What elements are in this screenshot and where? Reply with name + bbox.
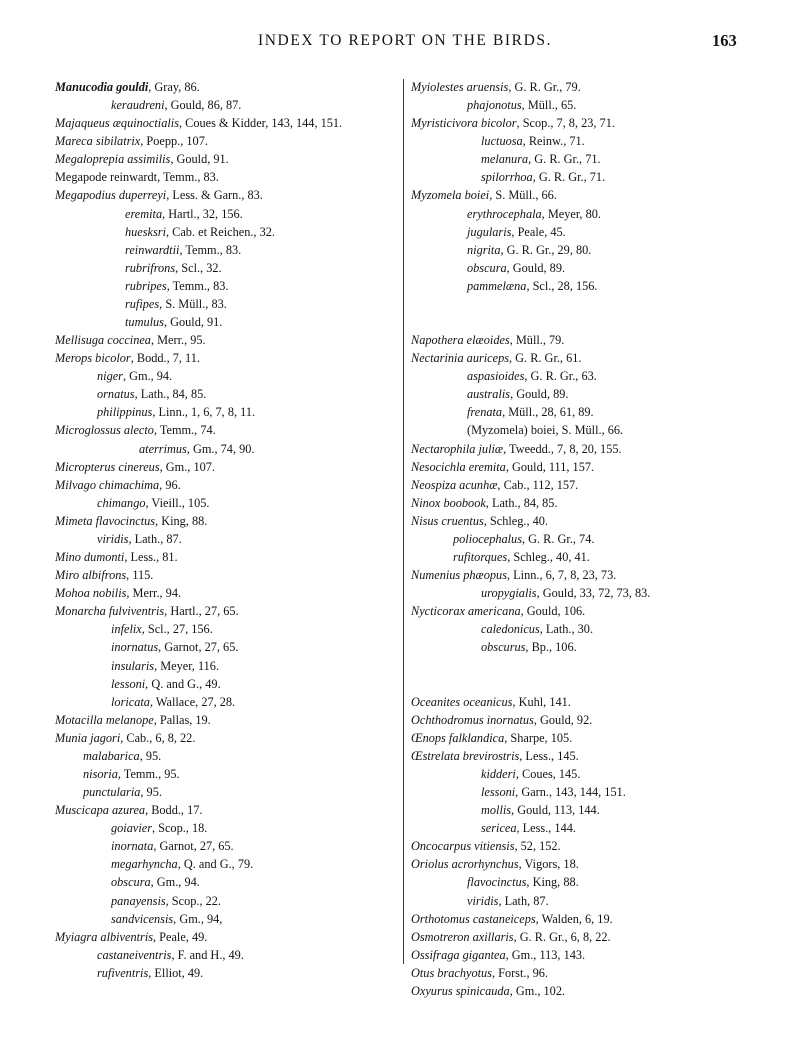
index-entry	[411, 349, 771, 367]
index-entry	[411, 259, 771, 277]
authority-and-pages: , Meyer, 80.	[541, 206, 601, 221]
authority-and-pages: , G. R. Gr., 63.	[524, 369, 597, 384]
page-number: 163	[712, 31, 737, 50]
authority-and-pages: , 52, 152.	[514, 839, 561, 854]
species-name: caledonicus	[481, 622, 540, 637]
species-name: Ochthodromus inornatus	[411, 712, 534, 727]
index-entry	[411, 819, 771, 837]
authority-and-pages: , Sharpe, 105.	[504, 730, 573, 745]
index-entry	[411, 476, 771, 494]
index-entry	[55, 584, 400, 602]
authority-and-pages: , Peale, 45.	[511, 224, 566, 239]
index-entry	[411, 892, 771, 910]
index-entry	[55, 114, 400, 132]
species-name: huesksri	[125, 224, 166, 239]
index-entry	[411, 331, 771, 349]
authority-and-pages: , Less. & Garn., 83.	[166, 188, 263, 203]
species-name: Oncocarpus vitiensis	[411, 839, 515, 854]
species-name: Myzomela boiei	[411, 188, 490, 203]
authority-and-pages: , Gm., 113, 143.	[505, 947, 586, 962]
species-name: inornata	[111, 839, 154, 854]
authority-and-pages: , Gould, 106.	[520, 604, 586, 619]
species-name: nisoria	[83, 766, 118, 781]
species-name: infelix	[111, 622, 142, 637]
authority-and-pages: , Müll., 28, 61, 89.	[502, 405, 594, 420]
index-entry	[55, 548, 400, 566]
species-name: Megapodius duperreyi	[55, 188, 167, 203]
index-entry	[411, 801, 771, 819]
index-entry	[55, 259, 400, 277]
index-column-left	[55, 78, 400, 982]
species-name: loricata	[111, 694, 150, 709]
species-name: rufiventris	[97, 965, 149, 980]
index-entry	[55, 855, 400, 873]
index-entry	[411, 132, 771, 150]
species-name: Nisus cruentus	[411, 513, 484, 528]
authority-and-pages: , Merr., 94.	[126, 586, 182, 601]
species-name: rubrifrons	[125, 260, 176, 275]
species-name: inornatus	[111, 640, 159, 655]
index-entry	[55, 530, 400, 548]
index-entry	[55, 96, 400, 114]
authority-and-pages: , Temm., 83.	[166, 278, 229, 293]
index-entry	[55, 602, 400, 620]
species-name: niger	[97, 369, 123, 384]
index-entry	[55, 132, 400, 150]
authority-and-pages: (Myzomela) boiei, S. Müll., 66.	[467, 423, 624, 438]
index-entry	[55, 458, 400, 476]
index-entry	[411, 277, 771, 331]
species-name: Nycticorax americana	[411, 604, 521, 619]
index-entry	[411, 783, 771, 801]
index-entry	[55, 385, 400, 403]
index-entry	[55, 313, 400, 331]
authority-and-pages: , Poepp., 107.	[140, 134, 208, 149]
authority-and-pages: , Meyer, 116.	[154, 658, 220, 673]
authority-and-pages: , Gray, 86.	[148, 80, 200, 94]
authority-and-pages: , Less., 145.	[519, 748, 579, 763]
species-name: frenata	[467, 405, 503, 420]
index-entry	[55, 675, 400, 693]
index-entry	[55, 476, 400, 494]
authority-and-pages: , Gould, 113, 144.	[511, 803, 600, 818]
species-name: flavocinctus	[467, 875, 527, 890]
species-name: Mellisuga coccinea	[55, 333, 151, 348]
species-name: Œstrelata brevirostris	[411, 748, 520, 763]
species-name: sandvicensis	[111, 911, 174, 926]
authority-and-pages: , Less., 81.	[124, 550, 178, 565]
index-entry	[411, 855, 771, 873]
index-entry	[55, 150, 400, 168]
species-name: keraudreni	[111, 98, 165, 113]
index-entry	[411, 458, 771, 476]
authority-and-pages: , S. Müll., 66.	[489, 188, 557, 203]
species-name: Megaloprepia assimilis	[55, 152, 171, 167]
species-name: erythrocephala	[467, 206, 542, 221]
species-name: uropygialis	[481, 586, 537, 601]
species-name: pammelæna	[467, 278, 527, 293]
index-entry	[55, 747, 400, 765]
species-name: kidderi	[481, 766, 516, 781]
index-entry	[411, 78, 771, 96]
species-name: Myiolestes aruensis	[411, 80, 509, 94]
species-name: Muscicapa azurea	[55, 803, 146, 818]
authority-and-pages: , Bodd., 7, 11.	[130, 351, 200, 366]
species-name: Mimeta flavocinctus	[55, 513, 156, 528]
authority-and-pages: , Linn., 1, 6, 7, 8, 11.	[152, 405, 256, 420]
species-name: Motacilla melanope	[55, 712, 154, 727]
authority-and-pages: , Müll., 79.	[509, 333, 565, 348]
index-entry	[411, 946, 771, 964]
index-entry	[55, 928, 400, 946]
authority-and-pages: , Cab., 6, 8, 22.	[120, 730, 196, 745]
authority-and-pages: , Bodd., 17.	[145, 803, 203, 818]
species-name: Myiagra albiventris	[55, 929, 154, 944]
index-entry	[55, 638, 400, 656]
index-entry	[55, 819, 400, 837]
authority-and-pages: , Gould, 33, 72, 73, 83.	[536, 586, 651, 601]
index-entry	[411, 530, 771, 548]
index-entry	[55, 78, 400, 96]
authority-and-pages: , Linn., 6, 7, 8, 23, 73.	[507, 568, 617, 583]
authority-and-pages: , Lath., 30.	[539, 622, 594, 637]
index-entry	[411, 711, 771, 729]
authority-and-pages: , Vieill., 105.	[145, 495, 210, 510]
index-entry	[411, 205, 771, 223]
index-entry	[411, 837, 771, 855]
index-entry	[55, 494, 400, 512]
index-entry	[411, 150, 771, 168]
species-name: Nectarinia auriceps	[411, 351, 510, 366]
authority-and-pages: , Reinw., 71.	[522, 134, 585, 149]
index-entry	[55, 512, 400, 530]
index-entry	[411, 403, 771, 421]
authority-and-pages: , S. Müll., 83.	[159, 296, 227, 311]
authority-and-pages: , Q. and G., 49.	[145, 676, 221, 691]
authority-and-pages: , Müll., 65.	[521, 98, 577, 113]
index-entry	[55, 783, 400, 801]
authority-and-pages: , Scl., 32.	[175, 260, 222, 275]
species-name: castaneiventris	[97, 947, 172, 962]
authority-and-pages: , Lath., 84, 85.	[485, 495, 558, 510]
authority-and-pages: , Lath, 87.	[498, 893, 549, 908]
species-name: Majaqueus æquinoctialis	[55, 116, 179, 131]
index-entry	[55, 223, 400, 241]
authority-and-pages: , King, 88.	[155, 513, 208, 528]
species-name: lessoni	[481, 785, 516, 800]
species-name: eremita	[125, 206, 163, 221]
index-entry	[55, 205, 400, 223]
species-name: obscurus	[481, 640, 526, 655]
species-name: Ninox boobook	[411, 495, 486, 510]
authority-and-pages: , Bp., 106.	[525, 640, 577, 655]
index-entry	[411, 620, 771, 638]
authority-and-pages: , G. R. Gr., 74.	[522, 531, 595, 546]
species-name: Nectarophila juliæ	[411, 441, 504, 456]
species-name: insularis	[111, 658, 155, 673]
index-entry	[411, 729, 771, 747]
authority-and-pages: Megapode reinwardt, Temm., 83.	[55, 170, 219, 185]
index-entry	[55, 910, 400, 928]
species-name: Napothera elæoides	[411, 333, 510, 348]
species-name: tumulus	[125, 315, 164, 330]
index-entry	[411, 747, 771, 765]
species-name: lessoni	[111, 676, 146, 691]
species-name: spilorrhoa	[481, 170, 533, 185]
authority-and-pages: , 95.	[140, 785, 162, 800]
index-entry	[55, 403, 400, 421]
authority-and-pages: , Scop., 18.	[151, 821, 208, 836]
species-name: Oceanites oceanicus	[411, 694, 513, 709]
index-entry	[55, 349, 400, 367]
authority-and-pages: , G. R. Gr., 29, 80.	[500, 242, 592, 257]
index-entry	[55, 801, 400, 819]
species-name: Oriolus acrorhynchus	[411, 857, 519, 872]
authority-and-pages: , Gould, 89.	[510, 387, 569, 402]
authority-and-pages: , G. R. Gr., 6, 8, 22.	[513, 929, 611, 944]
authority-and-pages: , G. R. Gr., 79.	[508, 80, 581, 94]
index-entry	[55, 837, 400, 855]
authority-and-pages: , Schleg., 40, 41.	[507, 550, 590, 565]
species-name: obscura	[111, 875, 151, 890]
species-name: chimango	[97, 495, 146, 510]
authority-and-pages: , Gm., 74, 90.	[186, 441, 255, 456]
index-entry	[411, 910, 771, 928]
index-entry	[55, 873, 400, 891]
species-name: aterrimus	[139, 441, 187, 456]
index-entry	[411, 367, 771, 385]
species-name: sericea	[481, 821, 517, 836]
authority-and-pages: , Gm., 94.	[122, 369, 173, 384]
species-name: Merops bicolor	[55, 351, 131, 366]
index-entry	[411, 602, 771, 620]
authority-and-pages: , Hartl., 32, 156.	[162, 206, 243, 221]
index-entry	[411, 96, 771, 114]
authority-and-pages: , Less., 144.	[516, 821, 576, 836]
species-name: Ossifraga gigantea	[411, 947, 506, 962]
authority-and-pages: , Garnot, 27, 65.	[158, 640, 239, 655]
species-name: punctularia	[83, 785, 141, 800]
index-entry	[411, 548, 771, 566]
species-name: panayensis	[111, 893, 166, 908]
species-name: rufipes	[125, 296, 160, 311]
index-entry	[55, 693, 400, 711]
index-entry	[411, 512, 771, 530]
authority-and-pages: , Forst., 96.	[491, 965, 548, 980]
index-entry	[55, 946, 400, 964]
species-name: Nesocichla eremita	[411, 459, 506, 474]
authority-and-pages: , Gould, 91.	[163, 315, 223, 330]
index-entry	[55, 620, 400, 638]
index-entry	[55, 168, 400, 186]
page-header	[0, 32, 800, 54]
authority-and-pages: , Hartl., 27, 65.	[164, 604, 239, 619]
index-entry	[411, 982, 771, 1000]
index-entry	[411, 223, 771, 241]
authority-and-pages: , Scop., 22.	[165, 893, 221, 908]
species-name: phajonotus	[467, 98, 522, 113]
authority-and-pages: , Elliot, 49.	[148, 965, 204, 980]
authority-and-pages: , Gm., 107.	[159, 459, 215, 474]
species-name: philippinus	[97, 405, 153, 420]
authority-and-pages: , 115.	[126, 568, 154, 583]
species-name: Munia jagori	[55, 730, 121, 745]
index-entry	[55, 566, 400, 584]
authority-and-pages: , Coues & Kidder, 143, 144, 151.	[179, 116, 343, 131]
authority-and-pages: , Garn., 143, 144, 151.	[515, 785, 626, 800]
index-entry	[55, 657, 400, 675]
index-entry	[55, 440, 400, 458]
authority-and-pages: , 96.	[159, 477, 181, 492]
index-entry	[55, 421, 400, 439]
index-entry	[55, 277, 400, 295]
index-entry	[411, 638, 771, 692]
species-name: aspasioides	[467, 369, 525, 384]
authority-and-pages: , Merr., 95.	[150, 333, 206, 348]
index-entry	[55, 964, 400, 982]
species-name: rubripes	[125, 278, 167, 293]
species-name: poliocephalus	[453, 531, 522, 546]
authority-and-pages: , 95.	[139, 748, 162, 763]
authority-and-pages: , Q. and G., 79.	[177, 857, 254, 872]
authority-and-pages: , Temm., 83.	[179, 242, 242, 257]
index-entry	[55, 186, 400, 204]
authority-and-pages: , G. R. Gr., 71.	[528, 152, 601, 167]
index-entry	[411, 928, 771, 946]
authority-and-pages: , Coues, 145.	[515, 766, 581, 781]
authority-and-pages: , Wallace, 27, 28.	[149, 694, 236, 709]
species-name: viridis	[467, 893, 499, 908]
column-divider	[403, 79, 404, 964]
species-name: Myristicivora bicolor	[411, 116, 517, 131]
species-name: Oxyurus spinicauda	[411, 983, 510, 998]
index-entry	[411, 385, 771, 403]
species-name: Monarcha fulviventris	[55, 604, 165, 619]
running-title: INDEX TO REPORT ON THE BIRDS.	[258, 32, 553, 49]
index-entry	[411, 494, 771, 512]
species-name: Otus brachyotus	[411, 965, 492, 980]
species-name: Osmotreron axillaris	[411, 929, 514, 944]
species-name: Numenius phæopus	[411, 568, 507, 583]
authority-and-pages: , Gm., 94,	[173, 911, 223, 926]
index-entry	[411, 584, 771, 602]
authority-and-pages: , Cab., 112, 157.	[497, 477, 579, 492]
index-column-right	[411, 78, 771, 1000]
species-name: Manucodia gouldi	[55, 80, 149, 94]
species-name: jugularis	[467, 224, 512, 239]
index-entry	[55, 295, 400, 313]
index-entry	[411, 693, 771, 711]
authority-and-pages: , Tweedd., 7, 8, 20, 155.	[503, 441, 622, 456]
authority-and-pages: , Temm., 95.	[117, 766, 180, 781]
index-entry	[411, 421, 771, 439]
species-name: reinwardtii	[125, 242, 180, 257]
authority-and-pages: , Gould, 91.	[170, 152, 229, 167]
species-name: australis	[467, 387, 511, 402]
index-entry	[411, 114, 771, 132]
species-name: malabarica	[83, 748, 140, 763]
species-name: Milvago chimachima	[55, 477, 160, 492]
authority-and-pages: , Gm., 102.	[509, 983, 566, 998]
species-name: megarhyncha	[111, 857, 178, 872]
index-entry	[55, 367, 400, 385]
index-entry	[55, 892, 400, 910]
species-name: goiavier	[111, 821, 152, 836]
authority-and-pages: , Scl., 27, 156.	[141, 622, 213, 637]
authority-and-pages: , Peale, 49.	[153, 929, 208, 944]
species-name: rufitorques	[453, 550, 508, 565]
authority-and-pages: , F. and H., 49.	[171, 947, 244, 962]
species-name: mollis	[481, 803, 512, 818]
authority-and-pages: , Gould, 86, 87.	[164, 98, 242, 113]
species-name: Mohoa nobilis	[55, 586, 127, 601]
index-entry	[411, 566, 771, 584]
species-name: nigrita	[467, 242, 501, 257]
authority-and-pages: , Gould, 111, 157.	[505, 459, 595, 474]
authority-and-pages: , G. R. Gr., 71.	[532, 170, 606, 185]
species-name: Micropterus cinereus	[55, 459, 160, 474]
species-name: ornatus	[97, 387, 135, 402]
species-name: Œnops falklandica	[411, 730, 505, 745]
index-entry	[411, 440, 771, 458]
index-entry	[411, 241, 771, 259]
authority-and-pages: , Schleg., 40.	[483, 513, 548, 528]
index-entry	[411, 765, 771, 783]
authority-and-pages: , Garnot, 27, 65.	[153, 839, 234, 854]
authority-and-pages: , Gm., 94.	[150, 875, 200, 890]
species-name: Mareca sibilatrix	[55, 134, 141, 149]
index-entry	[411, 186, 771, 204]
authority-and-pages: , Pallas, 19.	[153, 712, 211, 727]
authority-and-pages: , Lath., 84, 85.	[134, 387, 207, 402]
authority-and-pages: , Vigors, 18.	[518, 857, 579, 872]
index-entry	[55, 711, 400, 729]
species-name: obscura	[467, 260, 507, 275]
authority-and-pages: , King, 88.	[526, 875, 579, 890]
authority-and-pages: , Walden, 6, 19.	[535, 911, 613, 926]
species-name: melanura	[481, 152, 529, 167]
authority-and-pages: , Lath., 87.	[128, 531, 182, 546]
index-entry	[411, 873, 771, 891]
index-entry	[55, 241, 400, 259]
index-entry	[55, 729, 400, 747]
species-name: viridis	[97, 531, 129, 546]
species-name: Microglossus alecto	[55, 423, 154, 438]
authority-and-pages: , Gould, 92.	[533, 712, 593, 727]
authority-and-pages: , Scop., 7, 8, 23, 71.	[516, 116, 615, 131]
authority-and-pages: , Gould, 89.	[506, 260, 566, 275]
authority-and-pages: , Kuhl, 141.	[512, 694, 571, 709]
index-entry	[411, 964, 771, 982]
species-name: Mino dumonti	[55, 550, 125, 565]
species-name: Neospiza acunhæ	[411, 477, 498, 492]
authority-and-pages: , G. R. Gr., 61.	[509, 351, 582, 366]
authority-and-pages: , Scl., 28, 156.	[526, 278, 598, 293]
index-entry	[55, 331, 400, 349]
authority-and-pages: , Temm., 74.	[153, 423, 216, 438]
authority-and-pages: , Cab. et Reichen., 32.	[166, 224, 275, 239]
species-name: luctuosa	[481, 134, 523, 149]
species-name: Miro albifrons	[55, 568, 127, 583]
species-name: Orthotomus castaneiceps	[411, 911, 536, 926]
index-entry	[55, 765, 400, 783]
index-entry	[411, 168, 771, 186]
